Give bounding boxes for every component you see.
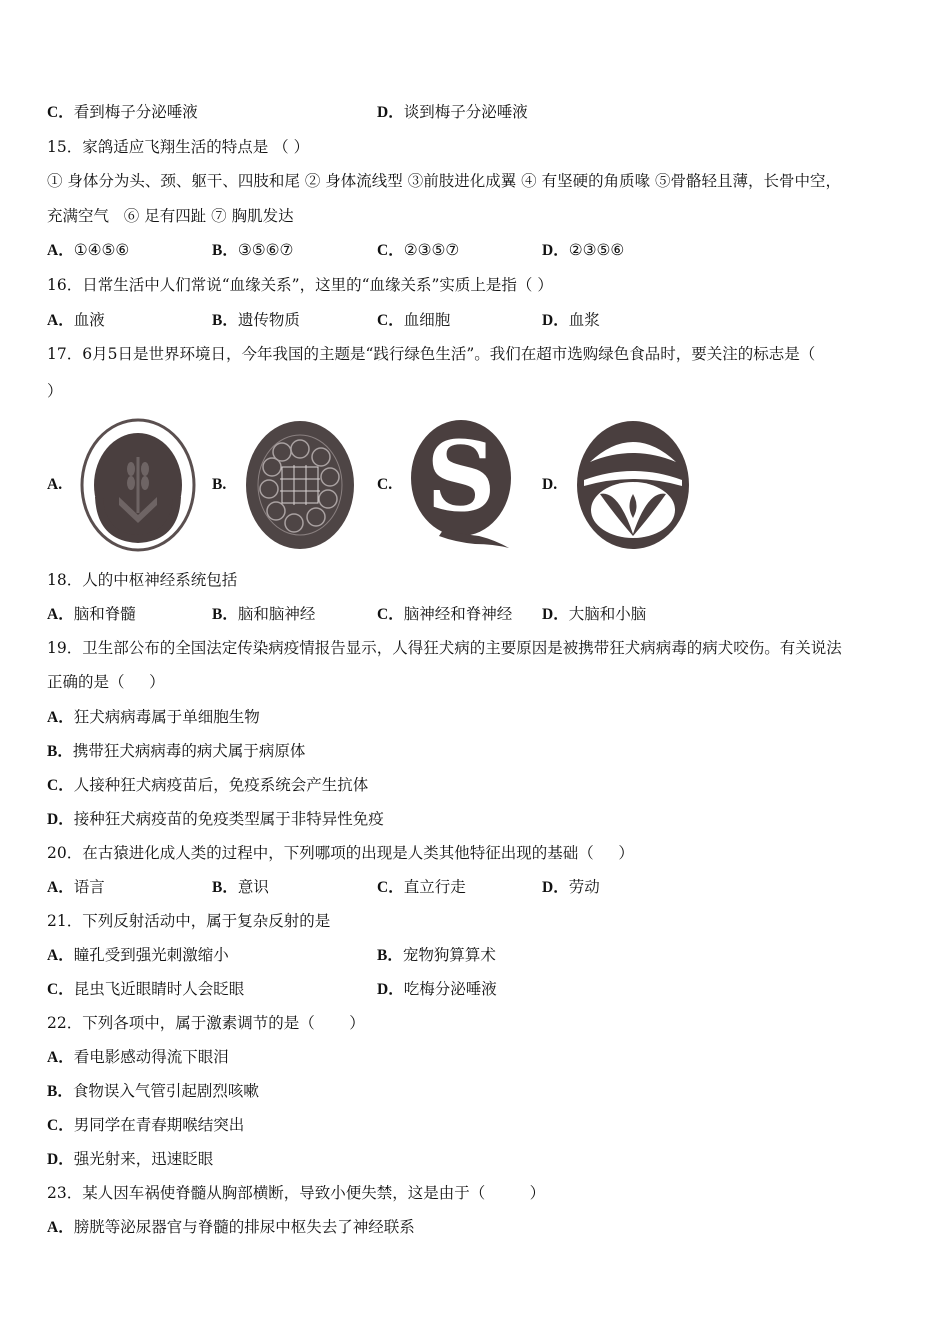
option-d: D．吃梅分泌唾液 bbox=[377, 979, 497, 998]
option-c: C．看到梅子分泌唾液 bbox=[47, 103, 198, 121]
q22-option-a: A．看电影感动得流下眼泪 bbox=[47, 1048, 229, 1066]
qs-logo-icon bbox=[409, 418, 519, 552]
option-b: B．脑和脑神经 bbox=[212, 605, 316, 624]
q22-option-b: B．食物误入气管引起剧烈咳嗽 bbox=[47, 1082, 259, 1101]
q23-stem: 23．某人因车祸使脊髓从胸部横断，导致小便失禁，这是由于（ ） bbox=[47, 1184, 546, 1203]
option-b: B. bbox=[212, 419, 377, 551]
round-seal-logo-icon bbox=[244, 419, 356, 551]
option-d: D．血浆 bbox=[542, 310, 600, 329]
q15-stem: 15．家鸽适应飞翔生活的特点是 （ ） bbox=[47, 137, 310, 156]
option-c: C．昆虫飞近眼睛时人会眨眼 bbox=[47, 979, 245, 998]
q19-option-a: A．狂犬病病毒属于单细胞生物 bbox=[47, 707, 260, 726]
option-d: D. bbox=[542, 418, 707, 552]
q22-option-d: D．强光射来，迅速眨眼 bbox=[47, 1150, 214, 1169]
q22-option-c: C．男同学在青春期喉结突出 bbox=[47, 1116, 245, 1135]
q17-stem-cont: ） bbox=[47, 381, 63, 400]
q19-option-c: C．人接种狂犬病疫苗后，免疫系统会产生抗体 bbox=[47, 775, 369, 794]
option-a: A．血液 bbox=[47, 310, 105, 329]
q15-items-line2: 充满空气 ⑥ 足有四趾 ⑦ 胸肌发达 bbox=[47, 206, 294, 225]
q23-option-a: A．膀胱等泌尿器官与脊髓的排尿中枢失去了神经联系 bbox=[47, 1218, 415, 1237]
q14-options bbox=[47, 95, 907, 130]
q18-stem: 18．人的中枢神经系统包括 bbox=[47, 571, 238, 590]
q15-items-line1: ① 身体分为头、颈、躯干、四肢和尾 ② 身体流线型 ③前肢进化成翼 ④ 有坚硬的角质喙 ⑤骨骼轻且薄，长骨中空， bbox=[47, 172, 841, 191]
wheat-seal-logo-icon bbox=[79, 417, 197, 553]
exam-page bbox=[47, 95, 907, 1244]
q21-options-ab bbox=[47, 938, 907, 972]
q19-option-d: D．接种狂犬病疫苗的免疫类型属于非特异性免疫 bbox=[47, 809, 384, 828]
q19-stem-cont: 正确的是（ ） bbox=[47, 673, 165, 692]
q17-logo-options bbox=[47, 406, 907, 563]
q19-stem: 19．卫生部公布的全国法定传染病疫情报告显示，人得狂犬病的主要原因是被携带狂犬病病毒的病犬咬伤。有关说法 bbox=[47, 639, 842, 658]
option-d: D．谈到梅子分泌唾液 bbox=[377, 103, 528, 121]
option-d: D．大脑和小脑 bbox=[542, 605, 647, 624]
option-b: B．意识 bbox=[212, 877, 269, 896]
q20-stem: 20．在古猿进化成人类的过程中，下列哪项的出现是人类其他特征出现的基础（ ） bbox=[47, 843, 634, 862]
option-a: A．语言 bbox=[47, 877, 105, 896]
q21-options-cd bbox=[47, 972, 907, 1006]
option-b: B．遗传物质 bbox=[212, 310, 300, 329]
q15-options bbox=[47, 233, 907, 268]
option-b: B．宠物狗算算术 bbox=[377, 945, 496, 964]
option-a: A．瞳孔受到强光刺激缩小 bbox=[47, 945, 229, 964]
q19-option-b: B．携带狂犬病病毒的病犬属于病原体 bbox=[47, 741, 306, 760]
q18-options bbox=[47, 597, 907, 631]
q22-stem: 22．下列各项中，属于激素调节的是（ ） bbox=[47, 1013, 365, 1032]
option-c: C．②③⑤⑦ bbox=[377, 241, 460, 260]
q16-options bbox=[47, 303, 907, 338]
q16-stem: 16．日常生活中人们常说“血缘关系”，这里的“血缘关系”实质上是指（ ） bbox=[47, 275, 553, 294]
option-d: D．②③⑤⑥ bbox=[542, 241, 625, 260]
option-a: A. bbox=[47, 417, 212, 553]
q20-options bbox=[47, 870, 907, 904]
option-c: C．脑神经和脊神经 bbox=[377, 605, 513, 624]
option-c: C. S bbox=[377, 418, 542, 552]
svg-text:S: S bbox=[426, 419, 496, 533]
option-a: A．①④⑤⑥ bbox=[47, 241, 130, 260]
option-c: C．血细胞 bbox=[377, 310, 451, 329]
option-d: D．劳动 bbox=[542, 877, 600, 896]
green-food-logo-icon bbox=[574, 418, 692, 552]
q17-stem: 17．6月5日是世界环境日，今年我国的主题是“践行绿色生活”。我们在超市选购绿色食品时，要关注的标志是（ bbox=[47, 345, 816, 364]
option-b: B．③⑤⑥⑦ bbox=[212, 241, 294, 260]
option-a: A．脑和脊髓 bbox=[47, 605, 136, 624]
q21-stem: 21．下列反射活动中，属于复杂反射的是 bbox=[47, 911, 331, 930]
option-c: C．直立行走 bbox=[377, 877, 466, 896]
